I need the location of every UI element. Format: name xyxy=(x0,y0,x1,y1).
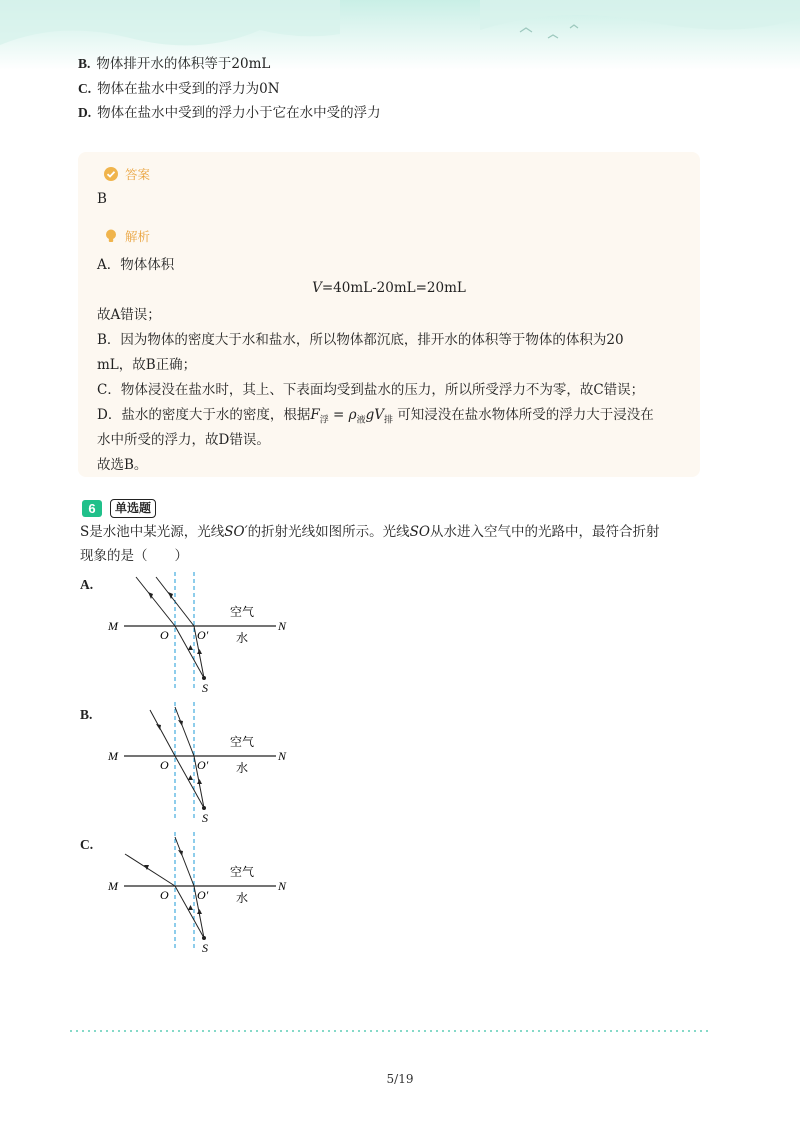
label-o-prime: O′ xyxy=(197,628,209,642)
analysis-line-8: 故选B。 xyxy=(97,457,148,473)
option-c: C. 物体在盐水中受到的浮力为0N xyxy=(78,81,280,97)
label-m: M xyxy=(108,619,118,633)
analysis-line-1: A．物体体积 xyxy=(97,257,175,273)
question-text-line-1: S是水池中某光源，光线SO′的折射光线如图所示。光线SO从水进入空气中的光路中，最符合折射 xyxy=(80,524,660,540)
label-m: M xyxy=(108,879,118,893)
label-s: S xyxy=(202,681,208,692)
label-air: 空气 xyxy=(230,735,255,749)
check-badge-icon xyxy=(103,166,119,182)
label-o-prime: O′ xyxy=(197,758,209,772)
label-air: 空气 xyxy=(230,605,255,619)
option-b: B. 物体排开水的体积等于20mL xyxy=(78,56,271,72)
label-n: N xyxy=(278,749,287,763)
volume-formula: V=40mL-20mL=20mL xyxy=(312,280,466,296)
question-text-line-2: 现象的是（ ） xyxy=(80,548,188,564)
label-o: O xyxy=(160,888,169,902)
analysis-line-5: C．物体浸没在盐水时，其上、下表面均受到盐水的压力，所以所受浮力不为零，故C错误； xyxy=(97,382,645,398)
analysis-tag: 解析 xyxy=(103,227,150,245)
label-m: M xyxy=(108,749,118,763)
analysis-line-6: D．盐水的密度大于水的密度，根据$F_浮 = \rho_液gV_排$ 可知浸没在盐水物体所受的浮力大于浸没在 xyxy=(97,407,654,426)
option-d: D. 物体在盐水中受到的浮力小于它在水中受的浮力 xyxy=(78,105,381,121)
analysis-line-7: 水中所受的浮力，故D错误。 xyxy=(97,432,270,448)
answer-tag: 答案 xyxy=(103,165,150,183)
label-n: N xyxy=(278,619,287,633)
label-o-prime: O′ xyxy=(197,888,209,902)
label-water: 水 xyxy=(236,761,249,775)
lightbulb-icon xyxy=(103,228,119,244)
diagram-b xyxy=(80,702,310,822)
label-water: 水 xyxy=(236,891,249,905)
diagram-a-label: A. xyxy=(80,577,94,592)
label-water: 水 xyxy=(236,631,249,645)
diagram-c-label: C. xyxy=(80,837,94,852)
footer-divider xyxy=(68,1030,712,1032)
label-s: S xyxy=(202,941,208,952)
label-s: S xyxy=(202,811,208,822)
diagram-a xyxy=(80,572,310,692)
label-o: O xyxy=(160,758,169,772)
label-air: 空气 xyxy=(230,865,255,879)
label-o: O xyxy=(160,628,169,642)
question-number: 6 xyxy=(82,500,102,517)
diagram-c xyxy=(80,832,310,952)
analysis-line-2: 故A错误； xyxy=(97,307,161,323)
page-number: 5/19 xyxy=(386,1072,414,1086)
analysis-line-4: mL，故B正确； xyxy=(97,357,197,373)
diagram-b-label: B. xyxy=(80,707,93,722)
analysis-line-3: B．因为物体的密度大于水和盐水，所以物体都沉底，排开水的体积等于物体的体积为20 xyxy=(97,332,624,348)
question-type-badge: 单选题 xyxy=(110,499,156,518)
answer-value: B xyxy=(97,191,107,207)
label-n: N xyxy=(278,879,287,893)
